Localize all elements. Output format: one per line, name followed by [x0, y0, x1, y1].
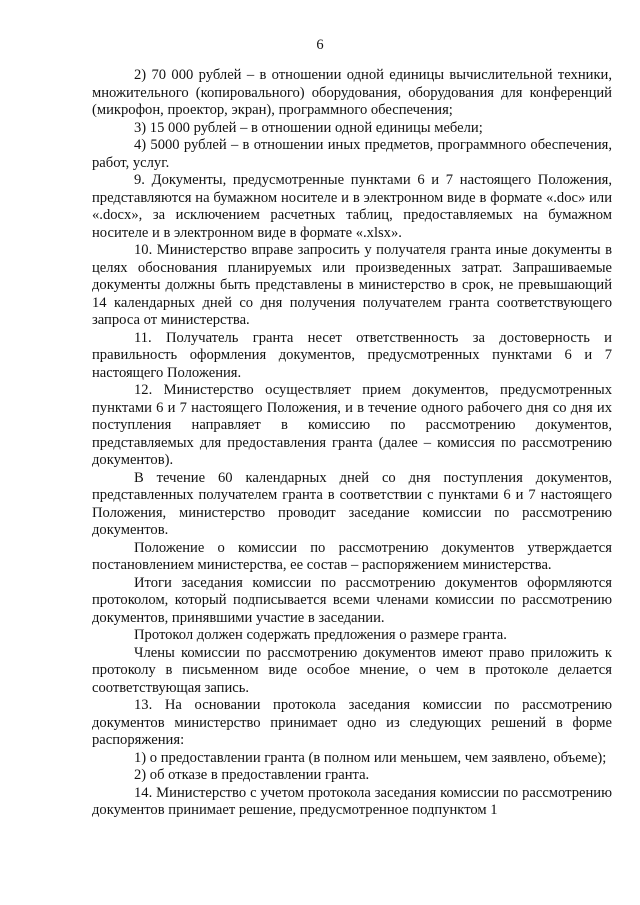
paragraph-clause-13: 13. На основании протокола заседания комиссии по рассмотрению документов министерство принимает одно из следующих решений в форме распоряжения: [92, 697, 612, 748]
paragraph-clause-12-protocol: Итоги заседания комиссии по рассмотрению документов оформляются протоколом, который подписывается всеми членами комиссии по рассмотрению документов, принявшими участие в заседании. [92, 574, 612, 626]
paragraph-clause-12-review-period: В течение 60 календарных дней со дня поступления документов, представленных получателем гранта в соответствии с пунктами 6 и 7 настоящего Положения, министерство проводит заседание комиссии по рассмотрению документов. [92, 469, 612, 538]
paragraph-clause-13-decision-1: 1) о предоставлении гранта (в полном или меньшем, чем заявлено, объеме); [134, 749, 607, 766]
paragraph-clause-14: 14. Министерство с учетом протокола заседания комиссии по рассмотрению документов принимает решение, предусмотренное подпунктом 1 [92, 784, 612, 818]
paragraph-item-4-limit: 4) 5000 рублей – в отношении иных предметов, программного обеспечения, работ, услуг. [92, 137, 612, 171]
paragraph-clause-13-decision-2: 2) об отказе в предоставлении гранта. [134, 767, 370, 783]
paragraph-clause-12-commission-regulation: Положение о комиссии по рассмотрению документов утверждается постановлением министерства, ее состав – распоряжением министерства. [92, 539, 612, 573]
paragraph-clause-9: 9. Документы, предусмотренные пунктами 6 и 7 настоящего Положения, представляются на бумажном носителе и в электронном виде в формате «.doc» или «.docx», за исключением расчетных таблиц, предоставляемых на бумажном носителе и в электронном виде в формате «.xlsx». [92, 172, 612, 241]
paragraph-item-2-limit: 2) 70 000 рублей – в отношении одной единицы вычислительной техники, множительного (копировального) оборудования, оборудования для конференций (микрофон, проектор, экран), программного обеспечения; [92, 67, 612, 118]
paragraph-clause-11: 11. Получатель гранта несет ответственность за достоверность и правильность оформления документов, предусмотренных пунктами 6 и 7 настоящего Положения. [92, 329, 612, 381]
paragraph-clause-10: 10. Министерство вправе запросить у получателя гранта иные документы в целях обоснования планируемых или произведенных затрат. Запрашиваемые документы должны быть представлены в министерство в срок, не превышающий 14 календарных дней со дня получения получателем гранта соответствующего запроса от министерства. [92, 242, 612, 328]
paragraph-clause-12-protocol-content: Протокол должен содержать предложения о размере гранта. [134, 627, 507, 643]
paragraph-clause-12: 12. Министерство осуществляет прием документов, предусмотренных пунктами 6 и 7 настоящего Положения, и в течение одного рабочего дня со дня их поступления направляет в комиссию по рассмотрению документов, представляемых для предоставления гранта (далее – комиссия по рассмотрению документов). [92, 382, 612, 468]
document-body [92, 67, 612, 820]
paragraph-clause-12-dissent: Члены комиссии по рассмотрению документов имеют право приложить к протоколу в письменном виде особое мнение, о чем в протоколе делается соответствующая запись. [92, 644, 612, 696]
page-number: 6 [316, 37, 324, 53]
paragraph-item-3-limit: 3) 15 000 рублей – в отношении одной единицы мебели; [134, 119, 483, 136]
